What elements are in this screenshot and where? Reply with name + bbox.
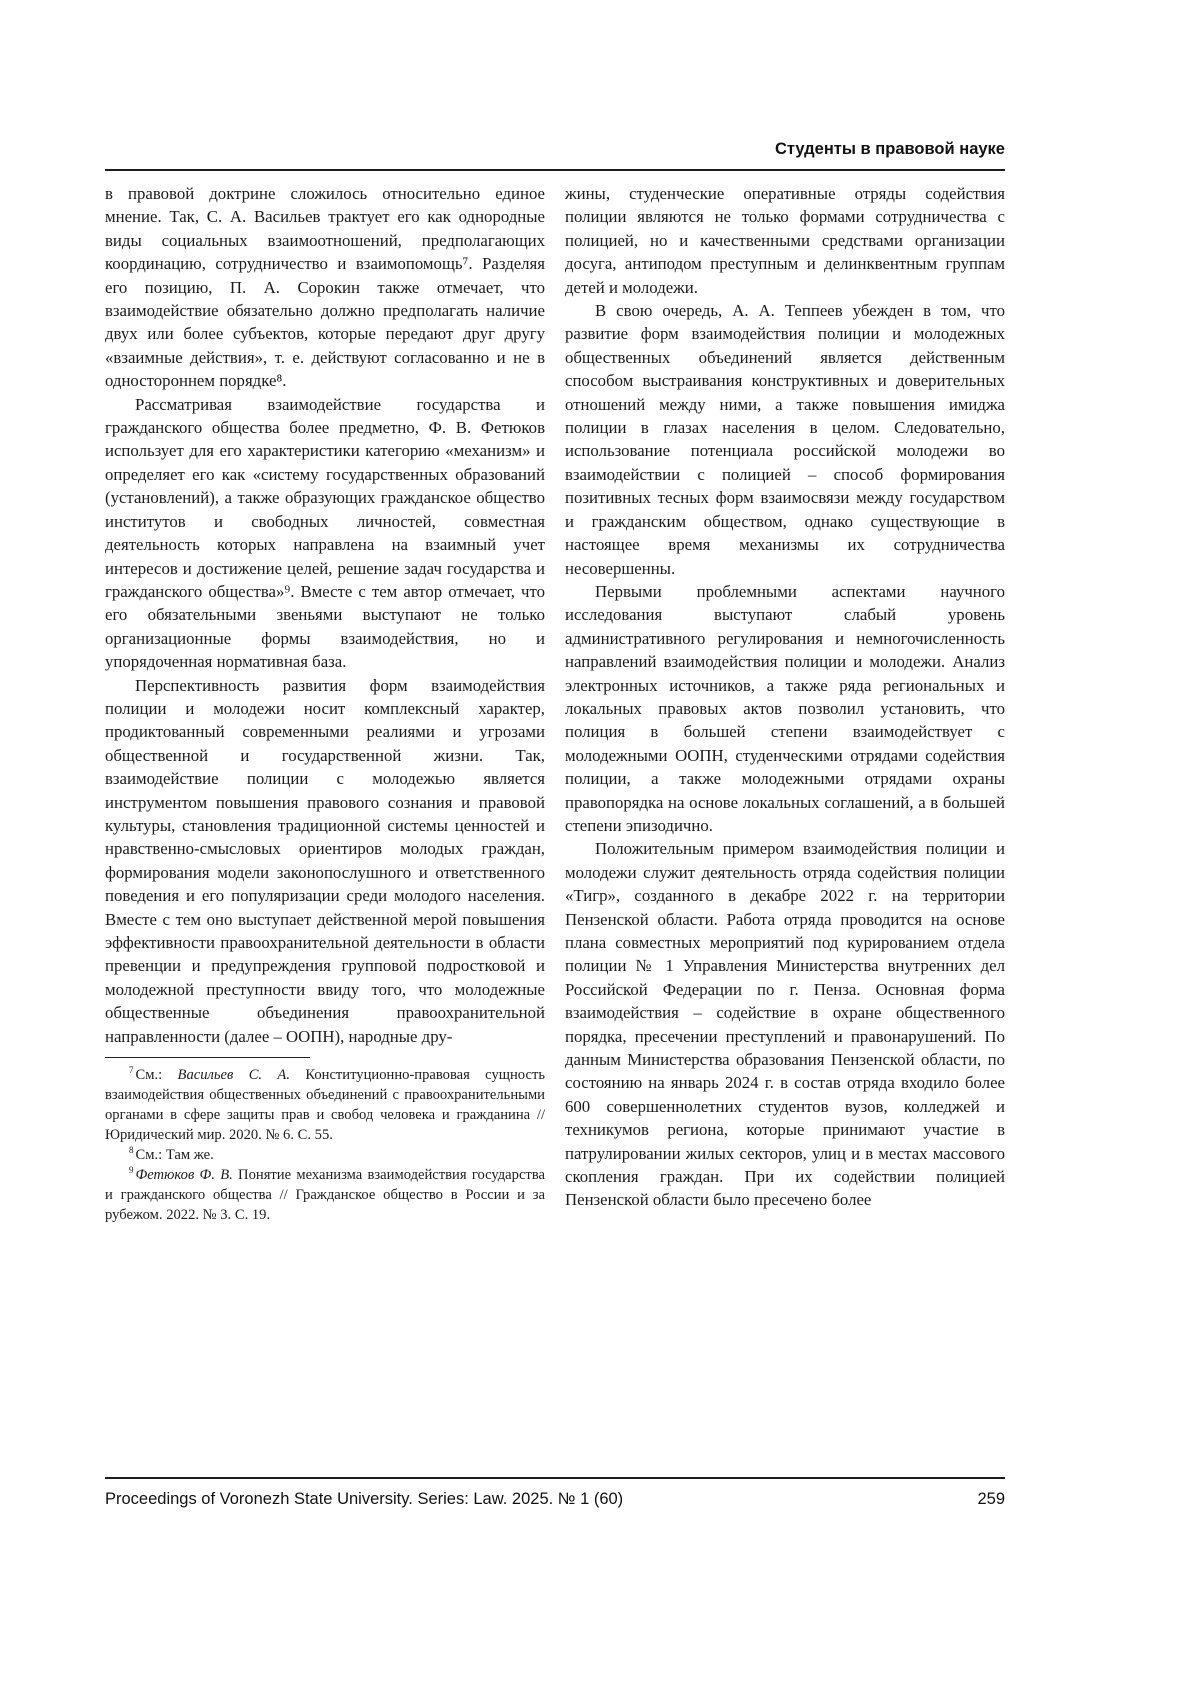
paragraph: Перспективность развития форм взаимодействия полиции и молодежи носит комплексный характер, продиктованный современными реалиями и угрозами общественной и государственной жизни. Так, взаимодействие полиции с молодежью является инструментом повышения правового сознания и правовой культуры, становления традиционной системы ценностей и нравственно-смысловых ориентиров молодых граждан, формирования модели законопослушного и ответственного поведения и его популяризации среди молодого населения. Вместе с тем оно выступает действенной мерой повышения эффективности правоохранительной деятельности в области превенции и предупреждения групповой подростковой и молодежной преступности ввиду того, что молодежные общественные объединения правоохранительной направленности (далее – ООПН), народные дру- [105, 675, 545, 1046]
right-column [565, 182, 1005, 1225]
paragraph: жины, студенческие оперативные отряды содействия полиции являются не только формами сотрудничества с полицией, но и качественными средствами организации досуга, антиподом преступным и делинквентным группам детей и молодежи. [565, 184, 1005, 297]
footnotes-block [105, 1058, 545, 1225]
header-rule [105, 169, 1005, 171]
left-column [105, 182, 545, 1225]
footnote [105, 1145, 545, 1165]
paragraph: Рассматривая взаимодействие государства и гражданского общества более предметно, Ф. В. Фетюков использует для его характеристики категорию «механизм» и определяет его как «систему государственных образований (установлений), а также образующих гражданское общество институтов и свободных личностей, совместная деятельность которых направлена на взаимный учет интересов и достижение целей, решение задач государства и гражданского общества»⁹. Вместе с тем автор отмечает, что его обязательными звеньями выступают не только организационные формы взаимодействия, но и упорядоченная нормативная база. [105, 394, 545, 672]
running-head-title: Студенты в правовой науке [775, 140, 1005, 158]
paragraph: В свою очередь, А. А. Теппеев убежден в том, что развитие форм взаимодействия полиции и молодежных общественных объединений является действенным способом выстраивания конструктивных и доверительных отношений между ними, а также повышения имиджа полиции в глазах населения в целом. Следовательно, использование потенциала российской молодежи во взаимодействии с полицией – способ формирования позитивных тесных форм взаимосвязи между государством и гражданским обществом, однако существующие в настоящее время механизмы их сотрудничества несовершенны. [565, 301, 1005, 578]
paragraph: Положительным примером взаимодействия полиции и молодежи служит деятельность отряда содействия полиции «Тигр», созданного в декабре 2022 г. на территории Пензенской области. Работа отряда проводится на основе плана совместных мероприятий под курированием отдела полиции № 1 Управления Министерства внутренних дел Российской Федерации по г. Пенза. Основная форма взаимодействия – содействие в охране общественного порядка, пресечении преступлений и правонарушений. По данным Министерства образования Пензенской области, по состоянию на январь 2024 г. в состав отряда входило более 600 совершеннолетних студентов вузов, колледжей и техникумов региона, которые принимают участие в патрулировании жилых секторов, улиц и в местах массового скопления граждан. При их содействии полицией Пензенской области было пресечено более [565, 839, 1005, 1210]
journal-title: Proceedings of Voronezh State University. Series: Law. 2025. № 1 (60) [105, 1490, 624, 1508]
footnote-marker: 9 [129, 1165, 134, 1176]
text-columns [105, 182, 1005, 1225]
footnote-text: Понятие механизма взаимодействия государства и гражданского общества // Гражданское общество в России и за рубежом. 2022. № 3. С. 19. [105, 1167, 545, 1224]
footnote-marker: 8 [129, 1145, 134, 1156]
paragraph: Первыми проблемными аспектами научного исследования выступают слабый уровень административного регулирования и немногочисленность направлений взаимодействия полиции и молодежи. Анализ электронных источников, а также ряда региональных и локальных правовых актов позволил установить, что полиция в большей степени взаимодействует с молодежными ООПН, студенческими отрядами содействия полиции, а также молодежными отрядами охраны правопорядка на основе локальных соглашений, а в большей степени эпизодично. [565, 581, 1005, 835]
paragraph: в правовой доктрине сложилось относительно единое мнение. Так, С. А. Васильев трактует его как однородные виды социальных взаимоотношений, предполагающих координацию, сотрудничество и взаимопомощь⁷. Разделяя его позицию, П. А. Сорокин также отмечает, что взаимодействие обязательно должно предполагать наличие двух или более субъектов, которые передают друг другу «взаимные действия», т. е. действуют согласованно и не в одностороннем порядке⁸. [105, 184, 545, 391]
footnote-text: Конституционно-правовая сущность взаимодействия общественных объединений с правоохранительными органами в сфере защиты прав и свобод человека и гражданина // Юридический мир. 2020. № 6. С. 55. [105, 1067, 545, 1144]
footnote-lead: См.: Там же. [135, 1147, 214, 1164]
page-number: 259 [977, 1490, 1005, 1508]
page-footer [105, 1477, 1005, 1509]
footnote-author: Васильев С. А. [177, 1067, 290, 1084]
footnote-marker: 7 [129, 1065, 134, 1076]
footnote [105, 1065, 545, 1145]
footnote-author: Фетюков Ф. В. [135, 1167, 233, 1184]
running-head [105, 140, 1005, 159]
footnote-lead: См.: [135, 1067, 178, 1084]
footnote [105, 1165, 545, 1225]
